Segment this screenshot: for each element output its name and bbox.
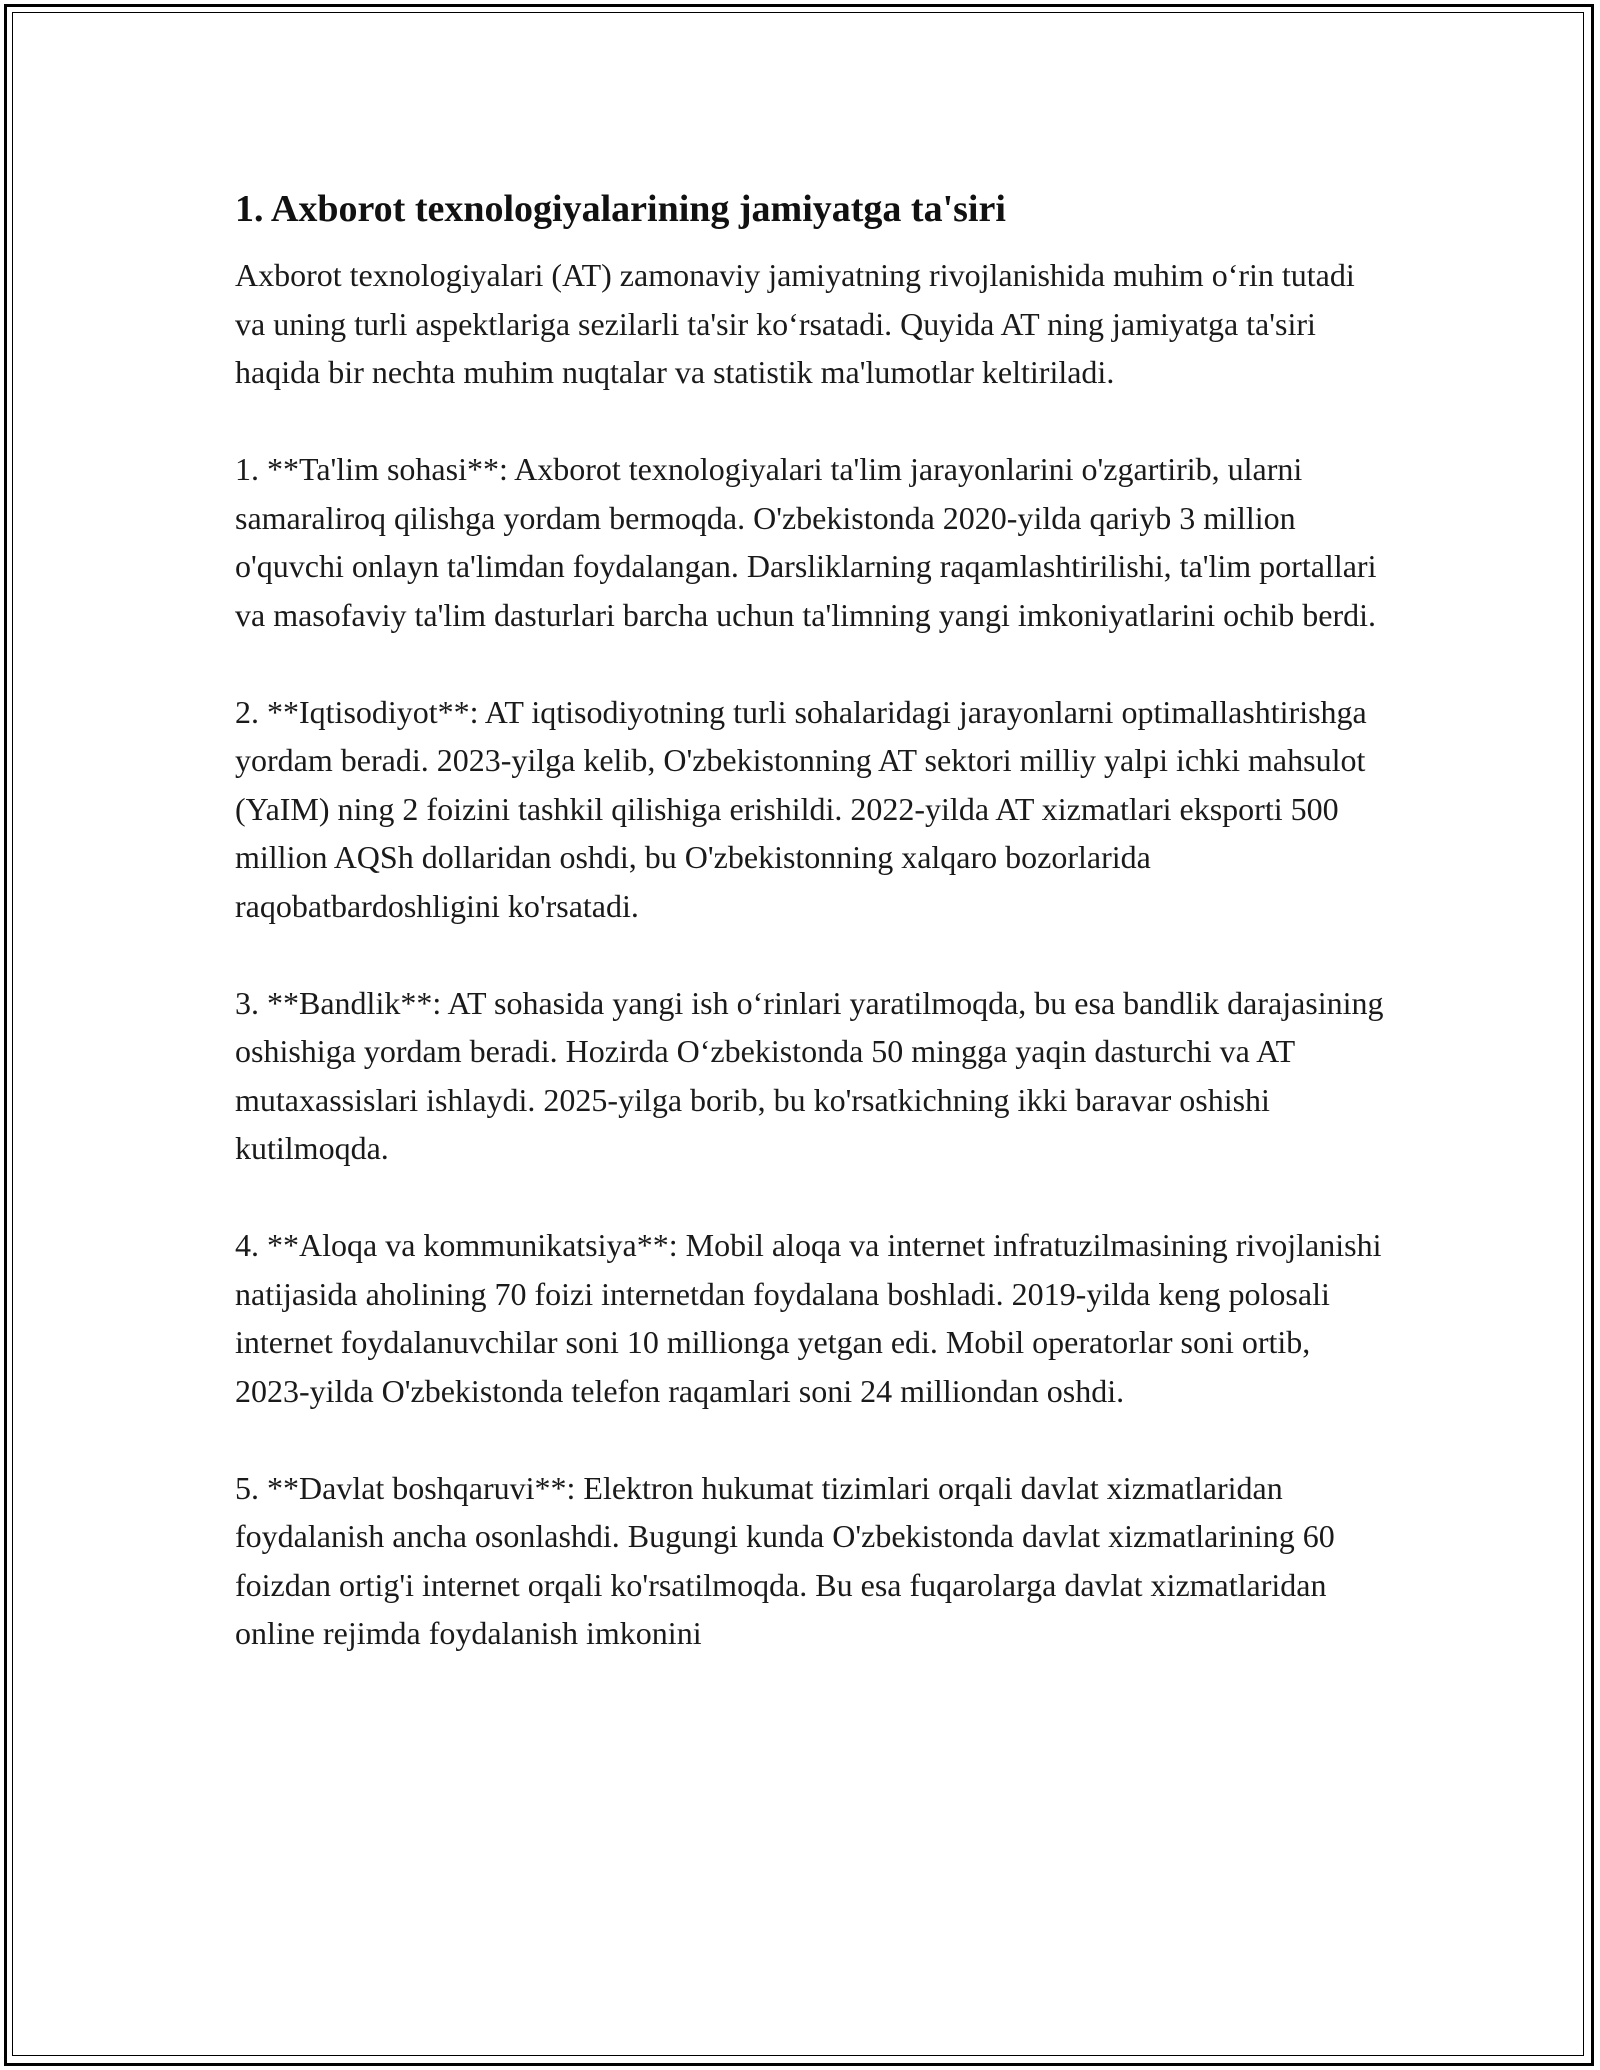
intro-paragraph: Axborot texnologiyalari (AT) zamonaviy jamiyatning rivojlanishida muhim o‘rin tutadi va uning turli aspektlariga sezilarli ta'sir ko‘rsatadi. Quyida AT ning jamiyatga ta'siri haqida bir nechta muhim nuqtalar va statistik ma'lumotlar keltiriladi. — [235, 257, 1355, 390]
point-employment-paragraph: 3. **Bandlik**: AT sohasida yangi ish o‘rinlari yaratilmoqda, bu esa bandlik darajasining oshishiga yordam beradi. Hozirda O‘zbekistonda 50 mingga yaqin dasturchi va AT mutaxassislari ishlaydi. 2025-yilga borib, bu ko'rsatkichning ikki baravar oshishi kutilmoqda. — [235, 984, 1384, 1166]
point-education-paragraph: 1. **Ta'lim sohasi**: Axborot texnologiyalari ta'lim jarayonlarini o'zgartirib, ularni samaraliroq qilishga yordam bermoqda. O'zbekistonda 2020-yilda qariyb 3 million o'quvchi onlayn ta'limdan foydalangan. Darsliklarning raqamlashtirilishi, ta'lim portallari va masofaviy ta'lim dasturlari barcha uchun ta'limning yangi imkoniyatlarini ochib berdi. — [235, 451, 1377, 633]
document-body — [235, 185, 1385, 1658]
section-heading: 1. Axborot texnologiyalarining jamiyatga ta'siri — [235, 188, 1006, 230]
point-government-paragraph: 5. **Davlat boshqaruvi**: Elektron hukumat tizimlari orqali davlat xizmatlaridan foydalanish ancha osonlashdi. Bugungi kunda O'zbekistonda davlat xizmatlarining 60 foizdan ortig'i internet orqali ko'rsatilmoqda. Bu esa fuqarolarga davlat xizmatlaridan online rejimda foydalanish imkonini — [235, 1469, 1335, 1651]
point-economy-paragraph: 2. **Iqtisodiyot**: AT iqtisodiyotning turli sohalaridagi jarayonlarni optimallashtirishga yordam beradi. 2023-yilga kelib, O'zbekistonning AT sektori milliy yalpi ichki mahsulot (YaIM) ning 2 foizini tashkil qilishiga erishildi. 2022-yilda AT xizmatlari eksporti 500 million AQSh dollaridan oshdi, bu O'zbekistonning xalqaro bozorlarida raqobatbardoshligini ko'rsatadi. — [235, 693, 1367, 924]
point-communication-paragraph: 4. **Aloqa va kommunikatsiya**: Mobil aloqa va internet infratuzilmasining rivojlanishi natijasida aholining 70 foizi internetdan foydalana boshladi. 2019-yilda keng polosali internet foydalanuvchilar soni 10 millionga yetgan edi. Mobil operatorlar soni ortib, 2023-yilda O'zbekistonda telefon raqamlari soni 24 milliondan oshdi. — [235, 1227, 1382, 1409]
